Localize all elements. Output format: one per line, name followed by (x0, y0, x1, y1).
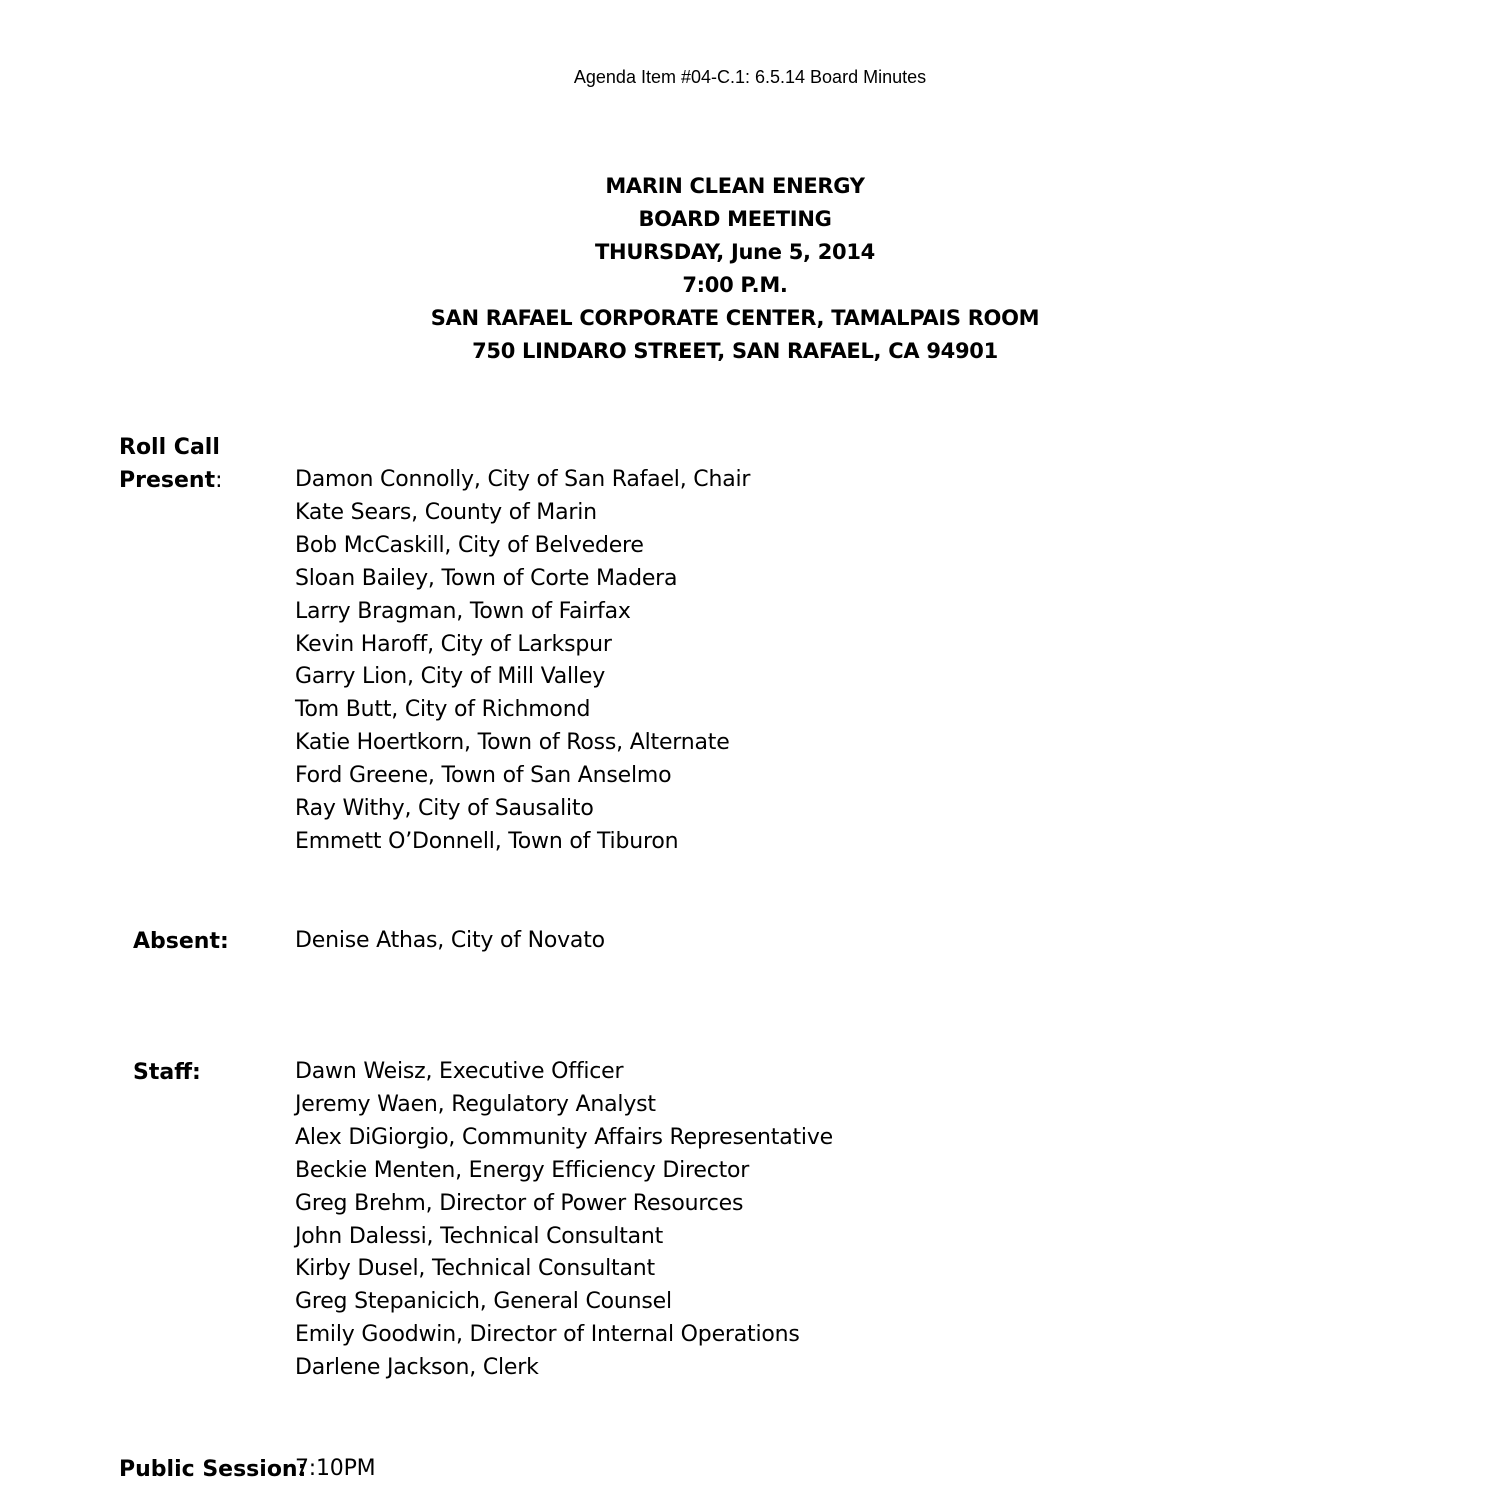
present-member: Larry Bragman, Town of Fairfax (295, 598, 631, 624)
present-label-text: Present (119, 468, 216, 493)
present-member: Tom Butt, City of Richmond (295, 697, 591, 723)
staff-member: Jeremy Waen, Regulatory Analyst (295, 1091, 656, 1117)
present-label (119, 464, 223, 497)
staff-label: Staff: (133, 1060, 201, 1085)
present-member: Ray Withy, City of Sausalito (295, 796, 594, 822)
absent-member: Denise Athas, City of Novato (295, 928, 605, 953)
title-meeting-type: BOARD MEETING (638, 207, 832, 231)
roll-call-heading: Roll Call (119, 435, 220, 460)
present-label-colon: : (215, 468, 223, 493)
present-member: Damon Connolly, City of San Rafael, Chair (295, 467, 751, 492)
present-member: Ford Greene, Town of San Anselmo (295, 763, 672, 789)
present-member: Kevin Haroff, City of Larkspur (295, 631, 612, 657)
present-member: Katie Hoertkorn, Town of Ross, Alternate (295, 730, 730, 756)
meeting-title-block (0, 170, 1470, 368)
staff-member: John Dalessi, Technical Consultant (295, 1223, 664, 1249)
staff-member: Greg Stepanicich, General Counsel (295, 1289, 672, 1315)
staff-member: Emily Goodwin, Director of Internal Operations (295, 1322, 800, 1348)
agenda-item-header: Agenda Item #04-C.1: 6.5.14 Board Minutes (573, 67, 927, 87)
public-session-time: 7:10PM (295, 1456, 376, 1481)
present-member: Bob McCaskill, City of Belvedere (295, 532, 644, 558)
title-time: 7:00 P.M. (682, 273, 788, 297)
staff-member: Darlene Jackson, Clerk (295, 1355, 539, 1381)
staff-list (295, 1056, 833, 1385)
present-members-list (295, 464, 750, 859)
title-venue: SAN RAFAEL CORPORATE CENTER, TAMALPAIS ROOM (430, 306, 1040, 330)
present-member: Emmett O’Donnell, Town of Tiburon (295, 828, 679, 854)
staff-member: Dawn Weisz, Executive Officer (295, 1059, 624, 1084)
title-date: THURSDAY, June 5, 2014 (595, 240, 875, 264)
title-organization: MARIN CLEAN ENERGY (605, 174, 865, 198)
present-member: Kate Sears, County of Marin (295, 499, 597, 525)
present-member: Garry Lion, City of Mill Valley (295, 664, 606, 690)
present-member: Sloan Bailey, Town of Corte Madera (295, 565, 678, 591)
staff-member: Beckie Menten, Energy Efficiency Director (295, 1157, 750, 1183)
staff-member: Kirby Dusel, Technical Consultant (295, 1256, 655, 1282)
absent-label: Absent: (133, 929, 229, 954)
title-address: 750 LINDARO STREET, SAN RAFAEL, CA 94901 (472, 339, 998, 363)
staff-member: Alex DiGiorgio, Community Affairs Representative (295, 1124, 833, 1150)
staff-member: Greg Brehm, Director of Power Resources (295, 1190, 744, 1216)
public-session-label: Public Session: (119, 1457, 307, 1482)
